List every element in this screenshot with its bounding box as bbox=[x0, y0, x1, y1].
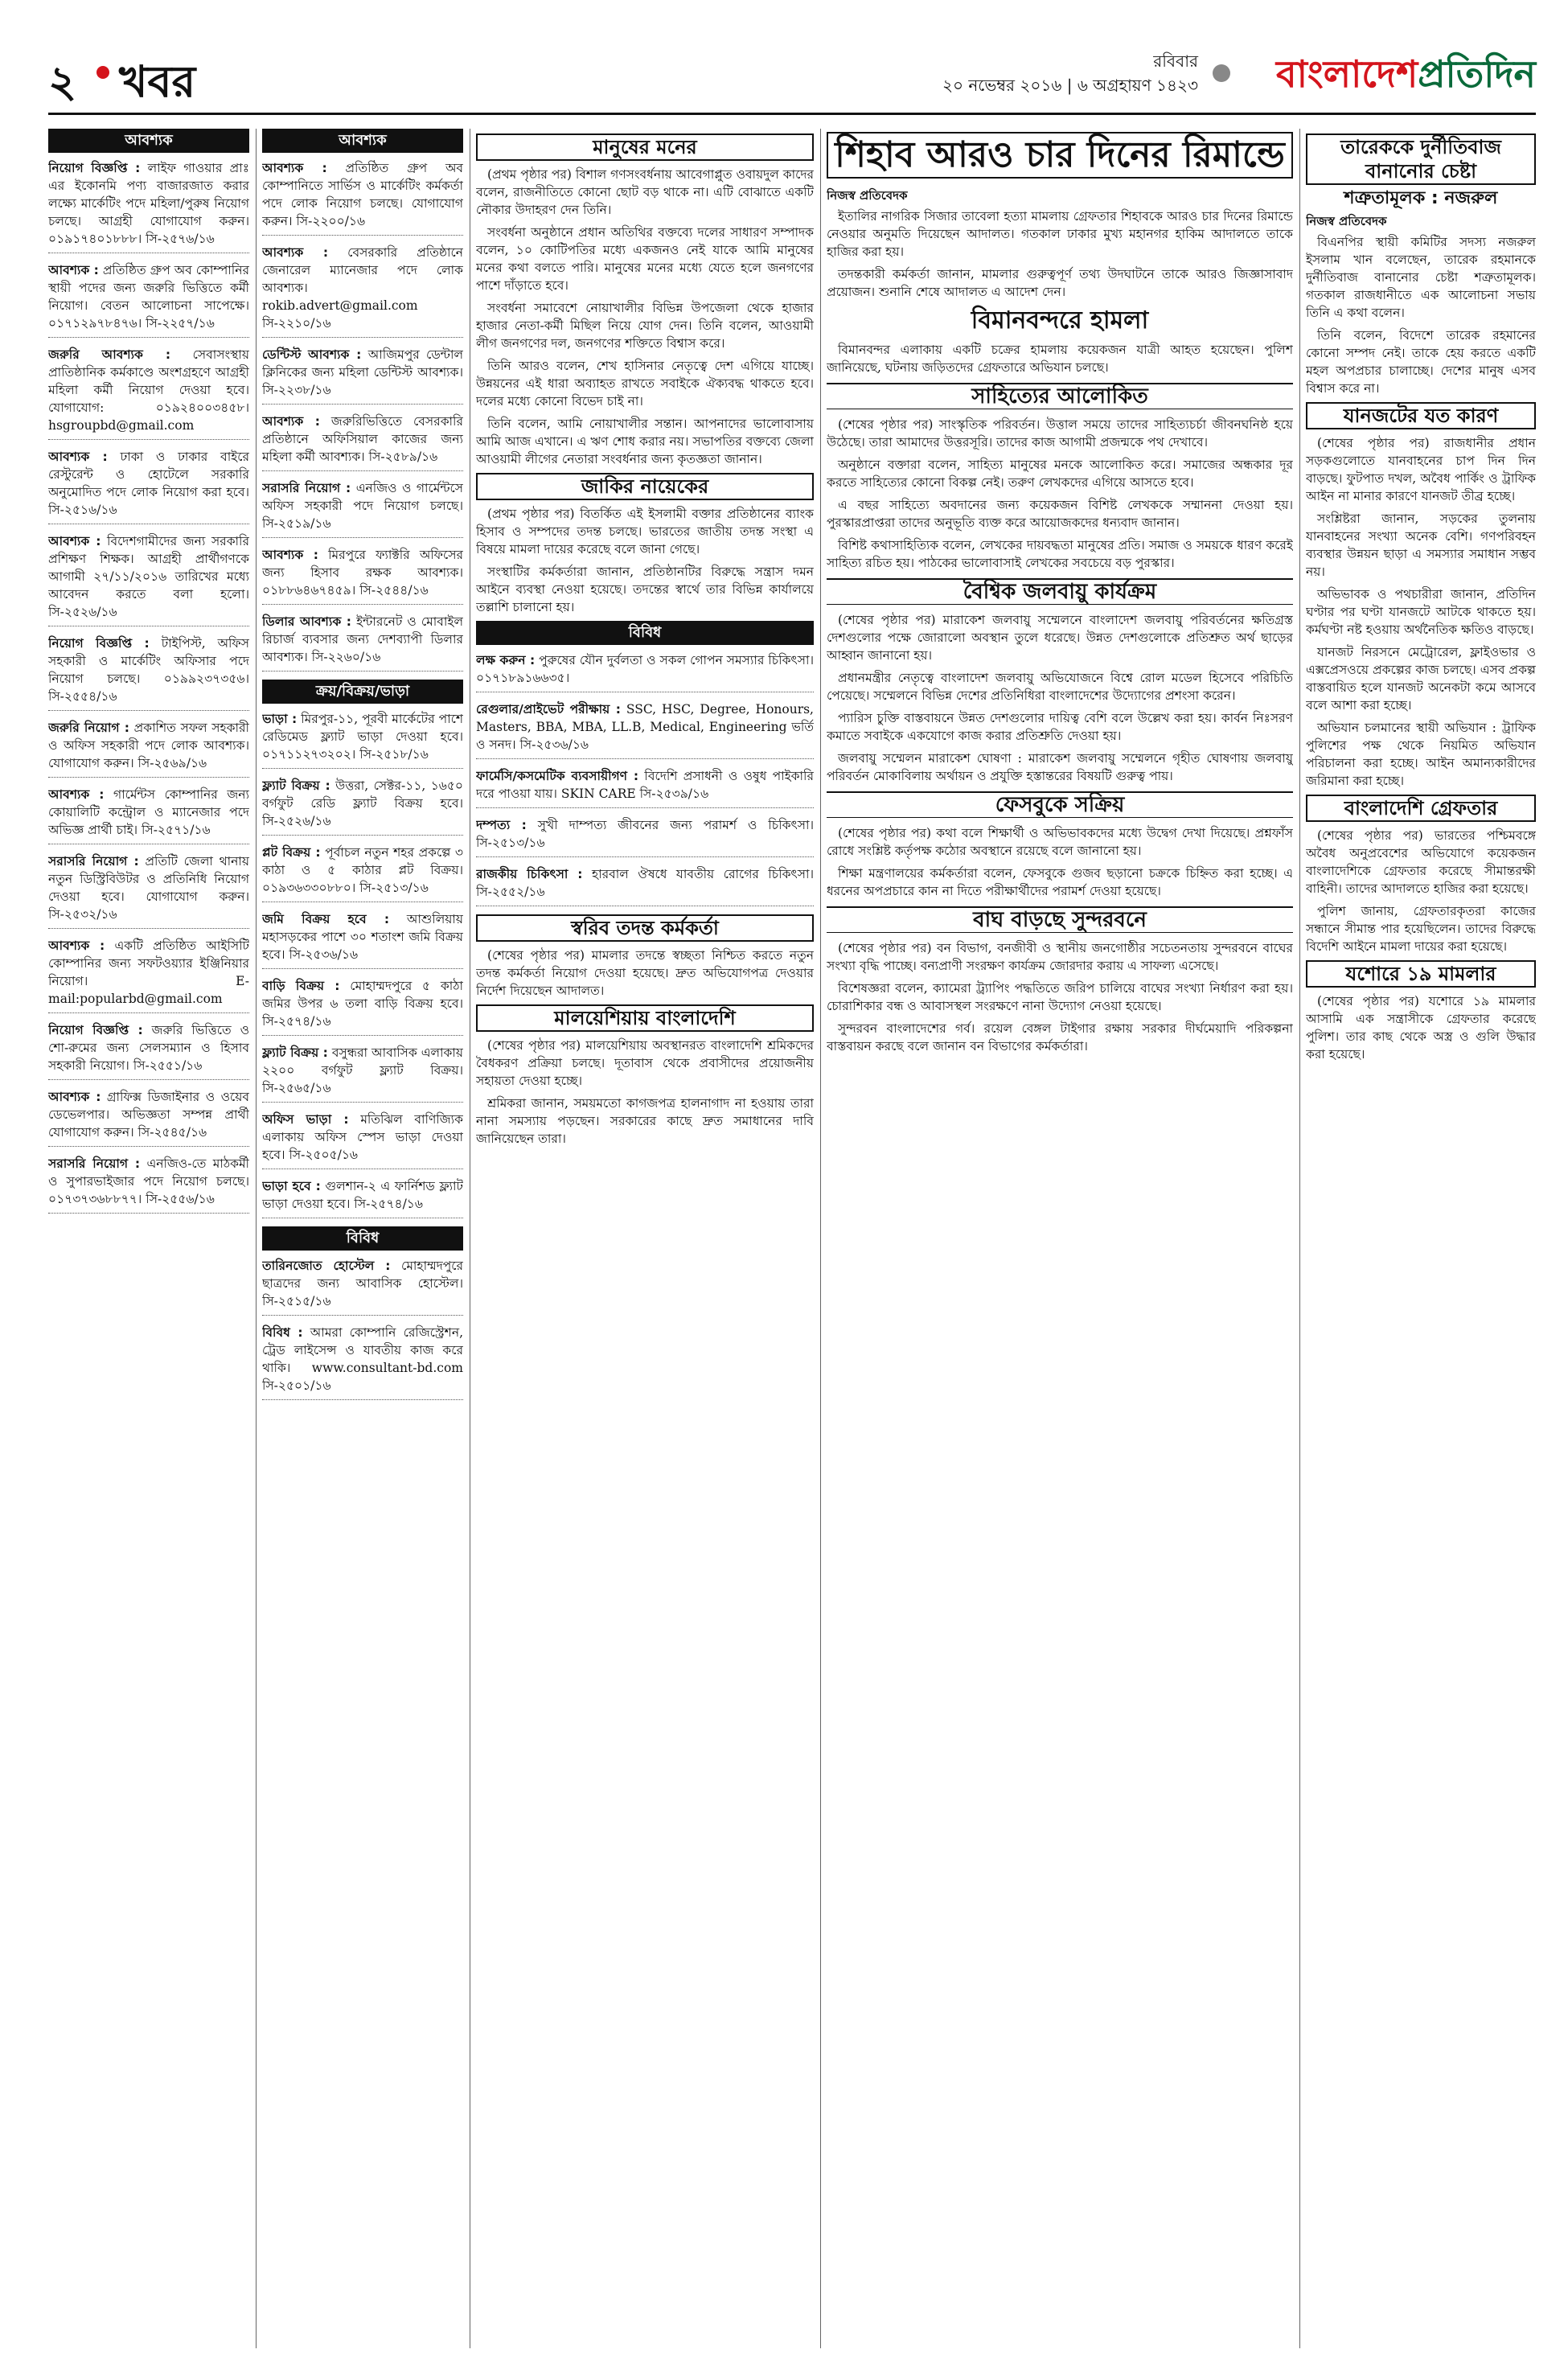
paragraph: তিনি আরও বলেন, শেখ হাসিনার নেতৃত্বে দেশ এগিয়ে যাচ্ছে। উন্নয়নের এই ধারা অব্যাহত রাখতে সবাইকে ঐক্যবদ্ধ থাকতে হবে। দলের মধ্যে কোনো বিভেদ চাই না। bbox=[476, 359, 814, 409]
classified-ad-title: আবশ্যক : bbox=[262, 245, 329, 260]
paragraph: (শেষের পৃষ্ঠার পর) কথা বলে শিক্ষার্থী ও অভিভাবকদের মধ্যে উদ্বেগ দেখা দিয়েছে। প্রশ্নফাঁস রোধে সংশ্লিষ্ট কর্তৃপক্ষ কঠোর অবস্থানে রয়েছে বলে জানানো হয়। bbox=[827, 826, 1293, 858]
classified-ad: জরুরি নিয়োগ : প্রকাশিত সফল সহকারী ও অফিস সহকারী পদে লোক আবশ্যক। যোগাযোগ করুন। সি-২৫৬৯/১৬ bbox=[48, 719, 249, 778]
headline-jessore: যশোরে ১৯ মামলার bbox=[1306, 960, 1536, 988]
headline-tiger: বাঘ বাড়ছে সুন্দরবনে bbox=[827, 906, 1293, 933]
sale-ad: বাড়ি বিক্রয় : মোহাম্মদপুরে ৫ কাঠা জমির উপর ৬ তলা বাড়ি বিক্রয় হবে। সি-২৫৭৪/১৬ bbox=[262, 977, 463, 1036]
classified-header: আবশ্যক bbox=[262, 129, 463, 153]
paragraph: তদন্তকারী কর্মকর্তা জানান, মামলার গুরুত্বপূর্ণ তথ্য উদঘাটনে তাকে আরও জিজ্ঞাসাবাদ প্রয়োজন। শুনানি শেষে আদালত এ আদেশ দেন। bbox=[827, 267, 1293, 299]
paragraph: ইতালির নাগরিক সিজার তাবেলা হত্যা মামলায় গ্রেফতার শিহাবকে আরও চার দিনের রিমান্ডে নেওয়ার অনুমতি দিয়েছেন আদালত। গতকাল ঢাকার মুখ্য মহানগর হাকিম আদালতে তাকে হাজির করা হয়। bbox=[827, 209, 1293, 259]
sale-ad-title: জমি বিক্রয় হবে : bbox=[262, 912, 390, 926]
classified-ad-title: আবশ্যক : bbox=[262, 414, 320, 429]
paragraph: শিক্ষা মন্ত্রণালয়ের কর্মকর্তারা বলেন, ফেসবুকে গুজব ছড়ানো চক্রকে চিহ্নিত করা হচ্ছে। এ ধরনের অপপ্রচারে কান না দিতে পরীক্ষার্থীদের পরামর্শ দেওয়া হয়েছে। bbox=[827, 866, 1293, 898]
misc-box-item-title: ফার্মেসি/কসমেটিক ব্যবসায়ীগণ : bbox=[476, 769, 639, 783]
story-malaysia bbox=[476, 1037, 814, 1148]
paragraph: জলবায়ু সম্মেলন মারাকেশ ঘোষণা : মারাকেশ জলবায়ু সম্মেলনে গৃহীত ঘোষণায় জলবায়ু পরিবর্তন মোকাবিলায় অর্থায়ন ও প্রযুক্তি হস্তান্তরের বিষয়টি গুরুত্ব পায়। bbox=[827, 751, 1293, 783]
headline-investigate: স্বরিব তদন্ত কর্মকর্তা bbox=[476, 914, 814, 942]
headline-tarek: তারেককে দুর্নীতিবাজ বানানোর চেষ্টা bbox=[1306, 133, 1536, 185]
sale-ad-title: প্লট বিক্রয় : bbox=[262, 845, 321, 860]
classified-ad: নিয়োগ বিজ্ঞপ্তি : লাইফ গাওয়ার প্রাঃ এর ইকোনমি পণ্য বাজারজাত করার লক্ষ্যে মার্কেটিং পদে মহিলা/পুরুষ নিয়োগ চলছে। আগ্রহী যোগাযোগ করুন। ০১৯১৭৪০১৮৮৮। সি-২৫৭৬/১৬ bbox=[48, 159, 249, 253]
paragraph: সুন্দরবন বাংলাদেশের গর্ব। রয়েল বেঙ্গল টাইগার রক্ষায় সরকার দীর্ঘমেয়াদি পরিকল্পনা বাস্তবায়ন করছে বলে জানান বন বিভাগের কর্মকর্তারা। bbox=[827, 1021, 1293, 1054]
headline-facebook: ফেসবুকে সক্রিয় bbox=[827, 791, 1293, 818]
brand-dot-icon bbox=[1213, 64, 1230, 82]
story-investigate bbox=[476, 947, 814, 1000]
paragraph: যানজট নিরসনে মেট্রোরেল, ফ্লাইওভার ও এক্সপ্রেসওয়ে প্রকল্পের কাজ চলছে। এসব প্রকল্প বাস্তবায়িত হলে যানজট অনেকটা কমে আসবে বলে আশা করা হচ্ছে। bbox=[1306, 645, 1536, 713]
paragraph: (শেষের পৃষ্ঠার পর) মালয়েশিয়ায় অবস্থানরত বাংলাদেশি শ্রমিকদের বৈধকরণ প্রক্রিয়া চলছে। দূতাবাস থেকে প্রবাসীদের প্রয়োজনীয় সহায়তা দেওয়া হচ্ছে। bbox=[476, 1038, 814, 1088]
column-divider bbox=[256, 129, 257, 2348]
misc-box-item: লক্ষ করুন : পুরুষের যৌন দুর্বলতা ও সকল গোপন সমস্যার চিকিৎসা। ০১৭১৮৯১৬৬৩৫। bbox=[476, 651, 814, 692]
classified-ad: নিয়োগ বিজ্ঞপ্তি : জরুরি ভিত্তিতে ও শো-রুমের জন্য সেলসম্যান ও হিসাব সহকারী নিয়োগ। সি-২৫৫১/১৬ bbox=[48, 1021, 249, 1080]
classified-ad: আবশ্যক : বিদেশগামীদের জন্য সরকারি প্রশিক্ষণ শিক্ষক। আগ্রহী প্রার্থীগণকে আগামী ২৭/১১/২০১৬ তারিখের মধ্যে আবেদন করতে বলা হলো। সি-২৫২৬/১৬ bbox=[48, 532, 249, 626]
classified-ad: আবশ্যক : প্রতিষ্ঠিত গ্রুপ অব কোম্পানির স্থায়ী পদের জন্য জরুরি ভিত্তিতে কর্মী নিয়োগ। বেতন আলোচনা সাপেক্ষে। ০১৭১২৯৭৮৪৭৬। সি-২২৫৭/১৬ bbox=[48, 261, 249, 338]
misc-box bbox=[476, 651, 814, 906]
column-divider bbox=[1299, 129, 1300, 2348]
sale-ad-title: বাড়ি বিক্রয় : bbox=[262, 979, 340, 993]
classified-column-2 bbox=[262, 129, 463, 2348]
story-jessore bbox=[1306, 992, 1536, 1063]
sale-ad: অফিস ভাড়া : মতিঝিল বাণিজ্যিক এলাকায় অফিস স্পেস ভাড়া দেওয়া হবে। সি-২৫০৫/১৬ bbox=[262, 1111, 463, 1169]
page-number: ২ bbox=[48, 56, 77, 107]
classified-ad-title: নিয়োগ বিজ্ঞপ্তি : bbox=[48, 161, 141, 175]
classified-ad-title: আবশ্যক : bbox=[48, 450, 108, 464]
misc-box-item: রেগুলার/প্রাইভেট পরীক্ষায় : SSC, HSC, Degree, Honours, Masters, BBA, MBA, LL.B, Medical, Engineering ভর্তি ও সনদ। সি-২৫৩৬/১৬ bbox=[476, 700, 814, 759]
paragraph: (শেষের পৃষ্ঠার পর) সাংস্কৃতিক পরিবর্তন। উত্তাল সময়ে তাদের সাহিত্যচর্চা জীবনঘনিষ্ঠ হয়ে উঠেছে। তারা আমাদের উত্তরসূরি। তাদের কাজ আগামী প্রজন্মকে পথ দেখাবে। bbox=[827, 417, 1293, 450]
story-jakir bbox=[476, 505, 814, 616]
news-column-5 bbox=[1306, 129, 1536, 2348]
story-literature bbox=[827, 416, 1293, 572]
story-human-mind bbox=[476, 166, 814, 468]
classified-ad-title: আবশ্যক : bbox=[48, 787, 105, 802]
misc-ad: বিবিধ : আমরা কোম্পানি রেজিস্ট্রেশন, ট্রেড লাইসেন্স ও যাবতীয় কাজ করে থাকি। www.consultant-bd.com সি-২৫০১/১৬ bbox=[262, 1324, 463, 1400]
paragraph: অনুষ্ঠানে বক্তারা বলেন, সাহিত্য মানুষের মনকে আলোকিত করে। সমাজের অন্ধকার দূর করতে সাহিত্যের কোনো বিকল্প নেই। তরুণ লেখকদের এগিয়ে আসতে হবে। bbox=[827, 458, 1293, 490]
story-airport bbox=[827, 341, 1293, 376]
misc-list bbox=[262, 1257, 463, 1400]
news-column-4 bbox=[827, 129, 1293, 2348]
classified-ad: জরুরি আবশ্যক : সেবাসংস্থায় প্রাতিষ্ঠানিক কর্মকাণ্ডে অংশগ্রহণে আগ্রহী মহিলা কর্মী নিয়োগ দেওয়া হবে। যোগাযোগ: ০১৯২৪০০৩৪৫৮। hsgroupbd@gmail.com bbox=[48, 346, 249, 440]
misc-ad-title: তারিনজোত হোস্টেল : bbox=[262, 1259, 391, 1273]
misc-box-item: রাজকীয় চিকিৎসা : হারবাল ঔষধে যাবতীয় রোগের চিকিৎসা। সি-২৫৫২/১৬ bbox=[476, 865, 814, 906]
paragraph: অভিযান চলমানের স্থায়ী অভিযান : ট্রাফিক পুলিশের পক্ষ থেকে নিয়মিত অভিযান পরিচালনা করা হচ্ছে। আইন অমান্যকারীদের জরিমানা করা হচ্ছে। bbox=[1306, 721, 1536, 788]
paragraph: সংশ্লিষ্টরা জানান, সড়কের তুলনায় যানবাহনের সংখ্যা অনেক বেশি। গণপরিবহন ব্যবস্থার উন্নয়ন ছাড়া এ সমস্যার সমাধান সম্ভব নয়। bbox=[1306, 511, 1536, 579]
paragraph: পুলিশ জানায়, গ্রেফতারকৃতরা কাজের সন্ধানে সীমান্ত পার হয়েছিলেন। তাদের বিরুদ্ধে বিদেশি আইনে মামলা দায়ের করা হয়েছে। bbox=[1306, 904, 1536, 954]
classified-column-1 bbox=[48, 129, 249, 2348]
classified-ad: আবশ্যক : মিরপুরে ফ্যাক্টরি অফিসের জন্য হিসাব রক্ষক আবশ্যক। ০১৮৮৬৪৬৭৪৫৯। সি-২৫৪৪/১৬ bbox=[262, 546, 463, 605]
byline-tarek: নিজস্ব প্রতিবেদক bbox=[1306, 214, 1387, 228]
paragraph: (শেষের পৃষ্ঠার পর) মামলার তদন্তে স্বচ্ছতা নিশ্চিত করতে নতুন তদন্ত কর্মকর্তা নিয়োগ দেওয়া হয়েছে। দ্রুত অভিযোগপত্র দেওয়ার নির্দেশ দিয়েছেন আদালত। bbox=[476, 948, 814, 998]
classified-list-1 bbox=[48, 159, 249, 1214]
classified-ad-title: ডেন্টিস্ট আবশ্যক : bbox=[262, 347, 362, 362]
headline-literature: সাহিত্যের আলোকিত bbox=[827, 383, 1293, 409]
headline-human-mind: মানুষের মনের bbox=[476, 133, 814, 161]
misc-ad-title: বিবিধ : bbox=[262, 1325, 303, 1340]
classified-ad-title: আবশ্যক : bbox=[48, 939, 105, 953]
story-tiger bbox=[827, 939, 1293, 1055]
sale-ad-title: ফ্ল্যাট বিক্রয় : bbox=[262, 1045, 328, 1060]
classified-ad: আবশ্যক : প্রতিষ্ঠিত গ্রুপ অব কোম্পানিতে সার্ভিস ও মার্কেটিং কর্মকর্তা পদে লোক নিয়োগ চলছে। যোগাযোগ করুন। সি-২২০০/১৬ bbox=[262, 159, 463, 236]
classified-ad-title: জরুরি আবশ্যক : bbox=[48, 347, 171, 362]
paragraph: বিশিষ্ট কথাসাহিত্যিক বলেন, লেখকের দায়বদ্ধতা মানুষের প্রতি। সমাজ ও সময়কে ধারণ করেই সাহিত্য রচিত হয়। পাঠকের ভালোবাসাই লেখকের সবচেয়ে বড় পুরস্কার। bbox=[827, 538, 1293, 570]
classified-ad: সরাসরি নিয়োগ : এনজিও-তে মাঠকর্মী ও সুপারভাইজার পদে নিয়োগ চলছে। ০১৭৩৭৩৬৮৮৭৭। সি-২৫৫৬/১৬ bbox=[48, 1155, 249, 1214]
paragraph: (শেষের পৃষ্ঠার পর) যশোরে ১৯ মামলার আসামি এক সন্ত্রাসীকে গ্রেফতার করেছে পুলিশ। তার কাছ থেকে অস্ত্র ও গুলি উদ্ধার করা হয়েছে। bbox=[1306, 994, 1536, 1062]
misc-box-header: বিবিধ bbox=[476, 621, 814, 645]
sale-ad: জমি বিক্রয় হবে : আশুলিয়ায় মহাসড়কের পাশে ৩০ শতাংশ জমি বিক্রয় হবে। সি-২৫৩৬/১৬ bbox=[262, 910, 463, 969]
red-dot-icon bbox=[96, 66, 109, 79]
paragraph: প্যারিস চুক্তি বাস্তবায়নে উন্নত দেশগুলোর দায়িত্ব বেশি বলে উল্লেখ করা হয়। কার্বন নিঃসরণ কমাতে সবাইকে একযোগে কাজ করার প্রতিশ্রুতি দেওয়া হয়। bbox=[827, 711, 1293, 743]
misc-box-item: ফার্মেসি/কসমেটিক ব্যবসায়ীগণ : বিদেশি প্রসাধনী ও ওষুধ পাইকারি দরে পাওয়া যায়। SKIN CARE সি-২৫৩৯/১৬ bbox=[476, 767, 814, 808]
misc-header: বিবিধ bbox=[262, 1226, 463, 1251]
sale-ad: প্লট বিক্রয় : পূর্বাচল নতুন শহর প্রকল্পে ৩ কাঠা ও ৫ কাঠার প্লট বিক্রয়। ০১৯৩৬৩৩০৮৮০। সি-২৫১৩/১৬ bbox=[262, 844, 463, 902]
misc-box-item-title: লক্ষ করুন : bbox=[476, 653, 536, 667]
sale-ad: ফ্ল্যাট বিক্রয় : উত্তরা, সেক্টর-১১, ১৬৫০ বর্গফুট রেডি ফ্ল্যাট বিক্রয় হবে। সি-২৫২৬/১৬ bbox=[262, 777, 463, 836]
classified-ad-title: আবশ্যক : bbox=[48, 263, 99, 277]
classified-ad: ডেন্টিস্ট আবশ্যক : আজিমপুর ডেন্টাল ক্লিনিকের জন্য মহিলা ডেন্টিস্ট আবশ্যক। সি-২২৩৮/১৬ bbox=[262, 346, 463, 405]
story-tarek bbox=[1306, 233, 1536, 397]
paragraph: তিনি বলেন, আমি নোয়াখালীর সন্তান। আপনাদের ভালোবাসায় আমি আজ এখানে। এ ঋণ শোধ করার নয়। সভাপতির বক্তব্যে জেলা আওয়ামী লীগের নেতারা সংবর্ধনার জন্য কৃতজ্ঞতা জানান। bbox=[476, 417, 814, 466]
classified-ad: নিয়োগ বিজ্ঞপ্তি : টাইপিস্ট, অফিস সহকারী ও মার্কেটিং অফিসার পদে নিয়োগ চলছে। ০১৯৯২৩৭৩৫৬। সি-২৫৫৪/১৬ bbox=[48, 635, 249, 711]
paragraph: বিএনপির স্থায়ী কমিটির সদস্য নজরুল ইসলাম খান বলেছেন, তারেক রহমানকে দুর্নীতিবাজ বানানোর চেষ্টা শত্রুতামূলক। গতকাল রাজধানীতে এক আলোচনা সভায় তিনি এ কথা বলেন। bbox=[1306, 235, 1536, 320]
subhead-tarek: শত্রুতামূলক : নজরুল bbox=[1344, 188, 1498, 208]
issue-date: ২০ নভেম্বর ২০১৬ | ৬ অগ্রহায়ণ ১৪২৩ bbox=[942, 76, 1198, 95]
classified-ad-title: আবশ্যক : bbox=[48, 1090, 101, 1104]
classified-ad: আবশ্যক : গার্মেন্টস কোম্পানির জন্য কোয়ালিটি কন্ট্রোল ও ম্যানেজার পদে অভিজ্ঞ প্রার্থী চাই। সি-২৫৭১/১৬ bbox=[48, 786, 249, 844]
sale-ad-title: ভাড়া হবে : bbox=[262, 1179, 321, 1193]
classified-ad-title: সরাসরি নিয়োগ : bbox=[48, 1156, 141, 1171]
sale-list bbox=[262, 710, 463, 1218]
headline-shihab: শিহাব আরও চার দিনের রিমান্ডে bbox=[827, 132, 1293, 179]
story-arrest bbox=[1306, 827, 1536, 955]
story-shihab bbox=[827, 207, 1293, 301]
headline-airport: বিমানবন্দরে হামলা bbox=[971, 306, 1149, 335]
story-jam bbox=[1306, 434, 1536, 790]
misc-ad: তারিনজোত হোস্টেল : মোহাম্মদপুরে ছাত্রদের জন্য আবাসিক হোস্টেল। সি-২৫১৫/১৬ bbox=[262, 1257, 463, 1316]
brand-logo bbox=[1276, 47, 1536, 108]
section-title: খবর bbox=[119, 56, 196, 107]
sale-ad: ভাড়া : মিরপুর-১১, পূরবী মার্কেটের পাশে রেডিমেড ফ্ল্যাট ভাড়া দেওয়া হবে। ০১৭১১২৭৩২০২। সি-২৫১৮/১৬ bbox=[262, 710, 463, 769]
misc-box-item-title: রাজকীয় চিকিৎসা : bbox=[476, 867, 583, 881]
classified-ad: সরাসরি নিয়োগ : এনজিও ও গার্মেন্টসে অফিস সহকারী পদে নিয়োগ চলছে। সি-২৫১৯/১৬ bbox=[262, 479, 463, 538]
paragraph: বিমানবন্দর এলাকায় একটি চক্রের হামলায় কয়েকজন যাত্রী আহত হয়েছেন। পুলিশ জানিয়েছে, ঘটনায় জড়িতদের গ্রেফতারে অভিযান চলছে। bbox=[827, 343, 1293, 375]
misc-box-item: দম্পত্য : সুখী দাম্পত্য জীবনের জন্য পরামর্শ ও চিকিৎসা। সি-২৫১৩/১৬ bbox=[476, 816, 814, 857]
sale-ad: ফ্ল্যাট বিক্রয় : বসুন্ধরা আবাসিক এলাকায় ২২০০ বর্গফুট ফ্ল্যাট বিক্রয়। সি-২৫৬৫/১৬ bbox=[262, 1044, 463, 1103]
classified-ad-title: জরুরি নিয়োগ : bbox=[48, 721, 129, 735]
classified-ad-title: আবশ্যক : bbox=[48, 534, 101, 548]
paragraph: (শেষের পৃষ্ঠার পর) বন বিভাগ, বনজীবী ও স্থানীয় জনগোষ্ঠীর সচেতনতায় সুন্দরবনে বাঘের সংখ্যা বৃদ্ধি পাচ্ছে। বন্যপ্রাণী সংরক্ষণ কার্যক্রম জোরদার করায় এ সাফল্য এসেছে। bbox=[827, 941, 1293, 973]
headline-jam: যানজটের যত কারণ bbox=[1306, 402, 1536, 429]
column-divider bbox=[820, 129, 821, 2348]
classified-ad-title: সরাসরি নিয়োগ : bbox=[262, 481, 351, 495]
paragraph: এ বছর সাহিত্যে অবদানের জন্য কয়েকজন বিশিষ্ট লেখককে সম্মাননা দেওয়া হয়। পুরস্কারপ্রাপ্তরা তাদের অনুভূতি ব্যক্ত করে আয়োজকদের ধন্যবাদ জানান। bbox=[827, 498, 1293, 530]
sale-ad: ভাড়া হবে : গুলশান-২ এ ফার্নিশড ফ্ল্যাট ভাড়া দেওয়া হবে। সি-২৫৭৪/১৬ bbox=[262, 1177, 463, 1218]
classified-ad: সরাসরি নিয়োগ : প্রতিটি জেলা থানায় নতুন ডিস্ট্রিবিউটর ও প্রতিনিধি নিয়োগ দেওয়া হবে। যোগাযোগ করুন। সি-২৫৩২/১৬ bbox=[48, 852, 249, 929]
paragraph: (শেষের পৃষ্ঠার পর) মারাকেশ জলবায়ু সম্মেলনে বাংলাদেশ জলবায়ু পরিবর্তনের ক্ষতিগ্রস্ত দেশগুলোর পক্ষে জোরালো অবস্থান তুলে ধরেছে। উন্নত দেশগুলোকে প্রতিশ্রুত অর্থ ছাড়ের আহ্বান জানানো হয়। bbox=[827, 613, 1293, 663]
misc-box-item-title: রেগুলার/প্রাইভেট পরীক্ষায় : bbox=[476, 702, 621, 717]
headline-jakir: জাকির নায়েকের bbox=[476, 473, 814, 500]
headline-arrest: বাংলাদেশি গ্রেফতার bbox=[1306, 795, 1536, 822]
paragraph: সংবর্ধনা সমাবেশে নোয়াখালীর বিভিন্ন উপজেলা থেকে হাজার হাজার নেতা-কর্মী মিছিল নিয়ে যোগ দেন। তিনি বলেন, আওয়ামী লীগ জনগণের দল, জনগণের শক্তিতে বিশ্বাস করে। bbox=[476, 301, 814, 351]
misc-box-item-title: দম্পত্য : bbox=[476, 818, 527, 832]
paragraph: বিশেষজ্ঞরা বলেন, ক্যামেরা ট্র্যাপিং পদ্ধতিতে জরিপ চালিয়ে বাঘের সংখ্যা নির্ধারণ করা হয়। চোরাশিকার বন্ধ ও আবাসস্থল সংরক্ষণে নানা উদ্যোগ নেওয়া হয়েছে। bbox=[827, 981, 1293, 1013]
classified-ad-title: নিয়োগ বিজ্ঞপ্তি : bbox=[48, 636, 150, 651]
byline-shihab: নিজস্ব প্রতিবেদক bbox=[827, 188, 908, 203]
paragraph: (প্রথম পৃষ্ঠার পর) বিতর্কিত এই ইসলামী বক্তার প্রতিষ্ঠানের ব্যাংক হিসাব ও সম্পদের তদন্ত চলছে। ভারতের জাতীয় তদন্ত সংস্থা এ বিষয়ে মামলা দায়ের করেছে বলে জানা গেছে। bbox=[476, 507, 814, 557]
classified-ad: আবশ্যক : জরুরিভিত্তিতে বেসরকারি প্রতিষ্ঠানে অফিসিয়াল কাজের জন্য মহিলা কর্মী আবশ্যক। সি-২৫৮৯/১৬ bbox=[262, 413, 463, 471]
classified-ad: আবশ্যক : একটি প্রতিষ্ঠিত আইসিটি কোম্পানির জন্য সফটওয়্যার ইঞ্জিনিয়ার নিয়োগ। E-mail:popularbd@gmail.com bbox=[48, 937, 249, 1013]
paragraph: সংবর্ধনা অনুষ্ঠানে প্রধান অতিথির বক্তব্যে দলের সাধারণ সম্পাদক বলেন, ১০ কোটিপতির মধ্যে একজনও নেই যাকে আমি মানুষের মনের কথা বলতে পারি। মানুষের মনের মধ্যে যেতে হলে জনগণের পাশে দাঁড়াতে হবে। bbox=[476, 225, 814, 293]
story-climate bbox=[827, 611, 1293, 785]
classified-ad: ডিলার আবশ্যক : ইন্টারনেট ও মোবাইল রিচার্জ ব্যবসার জন্য দেশব্যাপী ডিলার আবশ্যক। সি-২২৬০/১৬ bbox=[262, 613, 463, 672]
masthead-rule bbox=[48, 113, 1536, 115]
paragraph: (প্রথম পৃষ্ঠার পর) বিশাল গণসংবর্ধনায় আবেগাপ্লুত ওবায়দুল কাদের বলেন, রাজনীতিতে কোনো ছোট বড় থাকে না। এটি বোঝাতে একটি নৌকার উদাহরণ দেন তিনি। bbox=[476, 167, 814, 217]
sale-ad-title: ফ্ল্যাট বিক্রয় : bbox=[262, 778, 330, 793]
classified-ad: আবশ্যক : বেসরকারি প্রতিষ্ঠানে জেনারেল ম্যানেজার পদে লোক আবশ্যক। rokib.advert@gmail.com সি-২২১০/১৬ bbox=[262, 244, 463, 338]
classified-ad-title: নিয়োগ বিজ্ঞপ্তি : bbox=[48, 1023, 143, 1037]
paragraph: (শেষের পৃষ্ঠার পর) রাজধানীর প্রধান সড়কগুলোতে যানবাহনের চাপ দিন দিন বাড়ছে। ফুটপাত দখল, অবৈধ পার্কিং ও ট্রাফিক আইন না মানার কারণে যানজট তীব্র হচ্ছে। bbox=[1306, 436, 1536, 503]
sale-header: ক্রয়/বিক্রয়/ভাড়া bbox=[262, 680, 463, 704]
paragraph: তিনি বলেন, বিদেশে তারেক রহমানের কোনো সম্পদ নেই। তাকে হেয় করতে একটি মহল অপপ্রচার চালাচ্ছে। দেশের মানুষ এসব বিশ্বাস করে না। bbox=[1306, 328, 1536, 396]
brand-part1: বাংলাদেশ bbox=[1275, 52, 1418, 96]
story-facebook bbox=[827, 824, 1293, 900]
paragraph: অভিভাবক ও পথচারীরা জানান, প্রতিদিন ঘণ্টার পর ঘণ্টা যানজটে আটকে থাকতে হয়। কর্মঘণ্টা নষ্ট হওয়ায় অর্থনৈতিক ক্ষতিও বাড়ছে। bbox=[1306, 587, 1536, 637]
headline-malaysia: মালয়েশিয়ায় বাংলাদেশি bbox=[476, 1004, 814, 1032]
classified-list-2 bbox=[262, 159, 463, 672]
masthead bbox=[48, 42, 1536, 106]
classified-ad: আবশ্যক : ঢাকা ও ঢাকার বাইরে রেস্টুরেন্ট ও হোটেলে সরকারি অনুমোদিত পদে লোক নিয়োগ করা হবে। সি-২৫১৬/১৬ bbox=[48, 448, 249, 524]
classified-ad-title: ডিলার আবশ্যক : bbox=[262, 614, 351, 629]
classified-ad-title: আবশ্যক : bbox=[262, 548, 318, 562]
paragraph: প্রধানমন্ত্রীর নেতৃত্বে বাংলাদেশ জলবায়ু অভিযোজনে বিশ্বে রোল মডেল হিসেবে পরিচিতি পেয়েছে। সম্মেলনে বিভিন্ন দেশের প্রতিনিধিরা বাংলাদেশের উদ্যোগের প্রশংসা করেন। bbox=[827, 671, 1293, 703]
paragraph: শ্রমিকরা জানান, সময়মতো কাগজপত্র হালনাগাদ না হওয়ায় তারা নানা সমস্যায় পড়ছেন। সরকারের কাছে দ্রুত সমাধানের দাবি জানিয়েছেন তারা। bbox=[476, 1096, 814, 1146]
headline-climate: বৈশ্বিক জলবায়ু কার্যক্রম bbox=[827, 578, 1293, 605]
sale-ad-title: অফিস ভাড়া : bbox=[262, 1112, 349, 1127]
paragraph: সংস্থাটির কর্মকর্তারা জানান, প্রতিষ্ঠানটির বিরুদ্ধে সন্ত্রাস দমন আইনে ব্যবস্থা নেওয়া হয়েছে। তদন্তের স্বার্থে তার বিভিন্ন কার্যালয়ে তল্লাশি চালানো হয়। bbox=[476, 565, 814, 614]
classified-header: আবশ্যক bbox=[48, 129, 249, 153]
paragraph: (শেষের পৃষ্ঠার পর) ভারতের পশ্চিমবঙ্গে অবৈধ অনুপ্রবেশের অভিযোগে কয়েকজন বাংলাদেশিকে গ্রেফতার করেছে সীমান্তরক্ষী বাহিনী। তাদের আদালতে হাজির করা হয়েছে। bbox=[1306, 828, 1536, 896]
issue-day: রবিবার bbox=[1153, 51, 1198, 71]
brand-part2: প্রতিদিন bbox=[1418, 52, 1536, 96]
sale-ad-title: ভাড়া : bbox=[262, 712, 298, 726]
news-column-3 bbox=[476, 129, 814, 2348]
classified-ad-title: আবশ্যক : bbox=[262, 161, 327, 175]
classified-ad-title: সরাসরি নিয়োগ : bbox=[48, 854, 139, 869]
classified-ad: আবশ্যক : গ্রাফিক্স ডিজাইনার ও ওয়েব ডেভেলপার। অভিজ্ঞতা সম্পন্ন প্রার্থী যোগাযোগ করুন। সি-২৫৪৫/১৬ bbox=[48, 1088, 249, 1147]
